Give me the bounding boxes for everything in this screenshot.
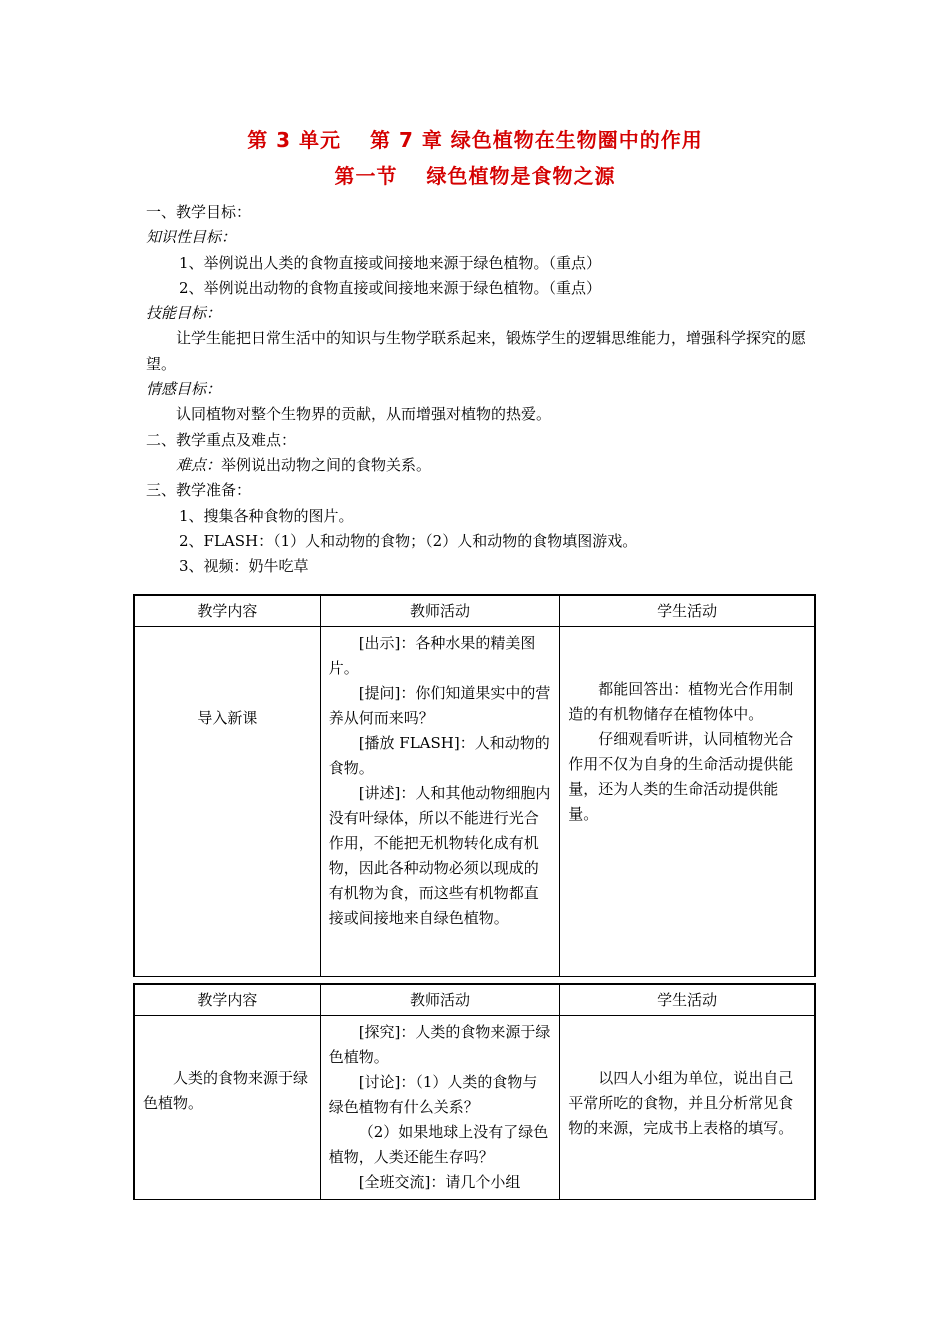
header-content: 教学内容: [134, 595, 320, 627]
teacher-cell: [320, 627, 560, 977]
header-teacher: 教师活动: [320, 595, 560, 627]
teacher-cell: [320, 1016, 560, 1200]
content-cell: [134, 1016, 320, 1200]
lesson-plan-body: [146, 200, 816, 579]
teacher-para: [播放 FLASH]：人和动物的食物。: [328, 734, 550, 777]
content-text: 人类的食物来源于绿色植物。: [143, 1069, 309, 1112]
teacher-para: [出示]：各种水果的精美图片。: [328, 634, 536, 677]
teacher-para: [探究]：人类的食物来源于绿色植物。: [328, 1023, 551, 1066]
teacher-para: （2）如果地球上没有了绿色植物，人类还能生存吗？: [328, 1123, 549, 1166]
header-content: 教学内容: [134, 984, 320, 1016]
student-para: 以四人小组为单位，说出自己平常所吃的食物，并且分析常见食物的来源，完成书上表格的填写。: [568, 1069, 794, 1137]
table-row: [134, 627, 815, 977]
skill-text: 让学生能把日常生活中的知识与生物学联系起来，锻炼学生的逻辑思维能力，增强科学探究的愿望。: [146, 329, 807, 373]
lesson-table-food-source: [133, 983, 816, 1200]
student-para: 都能回答出：植物光合作用制造的有机物储存在植物体中。: [568, 680, 794, 723]
difficulty-label: 难点：: [176, 455, 222, 474]
heading-objectives: 一、教学目标：: [146, 203, 252, 221]
emotion-text: 认同植物对整个生物界的贡献，从而增强对植物的热爱。: [176, 405, 552, 424]
header-student: 学生活动: [560, 595, 815, 627]
teacher-para: [讨论]：（1）人类的食物与绿色植物有什么关系？: [328, 1073, 538, 1116]
teacher-para: [全班交流]：请几个小组: [358, 1173, 521, 1191]
table-header-row: [134, 595, 815, 627]
emotion-label: 情感目标：: [146, 380, 222, 399]
header-teacher: 教师活动: [320, 984, 560, 1016]
heading-key-points: 二、教学重点及难点：: [146, 430, 297, 449]
chapter-title: 第 3 单元 第 7 章 绿色植物在生物圈中的作用: [247, 128, 703, 152]
prep-item-1: 1、搜集各种食物的图片。: [179, 506, 354, 525]
knowledge-label: 知识性目标：: [146, 228, 237, 247]
prep-item-2: 2、FLASH：（1）人和动物的食物；（2）人和动物的食物填图游戏。: [179, 531, 638, 550]
student-cell: [560, 627, 815, 977]
table-header-row: [134, 984, 815, 1016]
skill-label: 技能目标：: [146, 304, 222, 323]
heading-preparation: 三、教学准备：: [146, 481, 252, 500]
lesson-table-intro: [133, 594, 816, 977]
table-row: [134, 1016, 815, 1200]
section-title: 第一节 绿色植物是食物之源: [334, 164, 616, 188]
difficulty-text: 举例说出动物之间的食物关系。: [221, 455, 432, 474]
prep-item-3: 3、视频：奶牛吃草: [179, 557, 309, 576]
header-student: 学生活动: [560, 984, 815, 1016]
content-cell: 导入新课: [134, 627, 320, 977]
student-para: 仔细观看听讲，认同植物光合作用不仅为自身的生命活动提供能量，还为人类的生命活动提供能量。: [568, 730, 794, 823]
knowledge-item-2: 2、举例说出动物的食物直接或间接地来源于绿色植物。（重点）: [179, 278, 602, 297]
student-cell: [560, 1016, 815, 1200]
teacher-para: [提问]：你们知道果实中的营养从何而来吗？: [328, 684, 551, 727]
teacher-para: [讲述]：人和其他动物细胞内没有叶绿体，所以不能进行光合作用，不能把无机物转化成有机物，因此各种动物必须以现成的有机物为食，而这些有机物都直接或间接地来自绿色植物。: [328, 784, 551, 927]
knowledge-item-1: 1、举例说出人类的食物直接或间接地来源于绿色植物。（重点）: [179, 253, 602, 272]
difficulty-line: [146, 453, 816, 478]
